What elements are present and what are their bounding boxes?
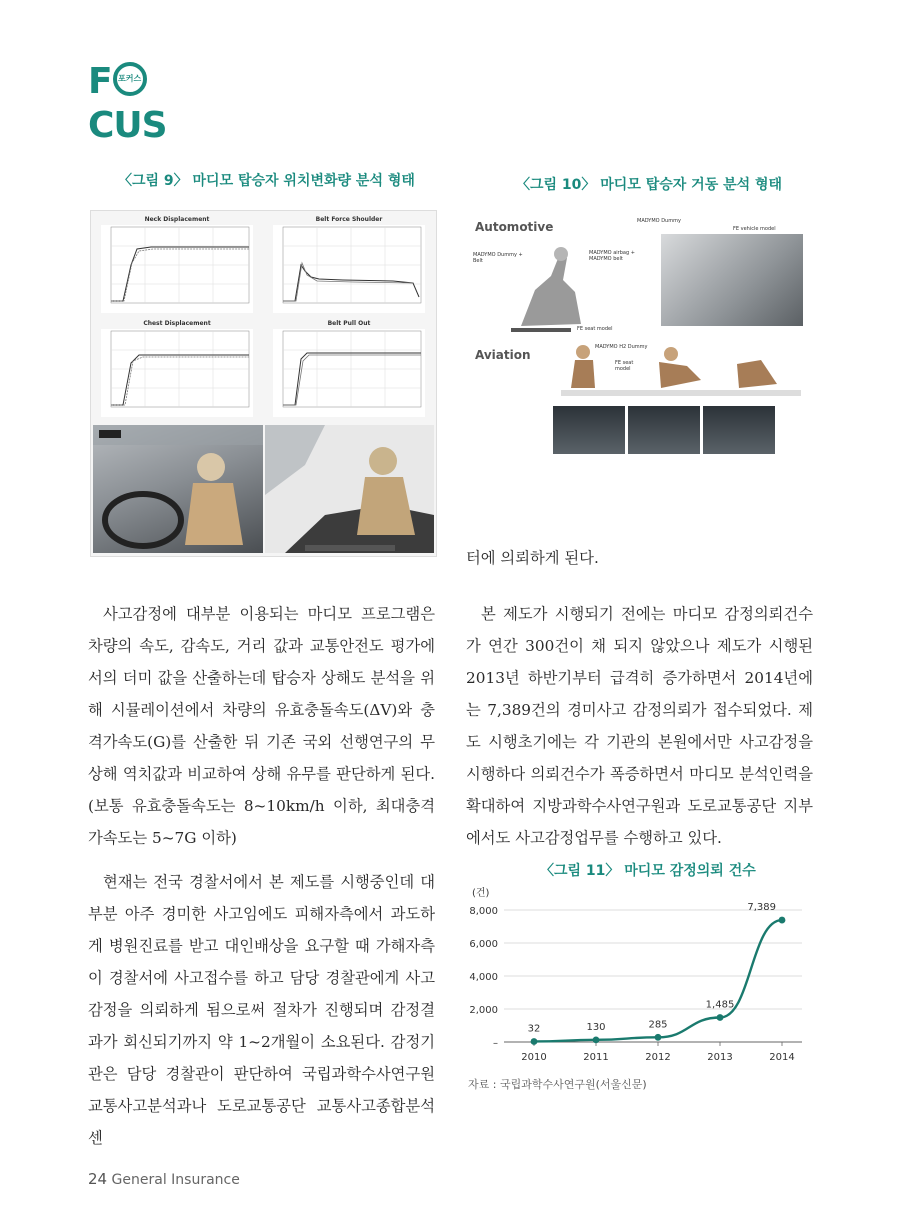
logo-ring-label: 포커스 [118, 74, 142, 83]
data-label: 7,389 [747, 902, 776, 914]
belt-force-shoulder-panel [273, 216, 425, 313]
page-footer [88, 1170, 240, 1188]
label-fe-seat: FE seat model [577, 326, 613, 332]
logo-ring [113, 62, 147, 96]
test-photo-1 [553, 406, 625, 454]
x-tick-label: 2012 [645, 1052, 671, 1063]
magazine-name: General Insurance [111, 1172, 240, 1188]
seat-dummy-render [501, 246, 591, 332]
y-tick-label: 6,000 [469, 939, 498, 950]
label-madymo-dummy: MADYMO Dummy [637, 218, 681, 224]
crash-photo-simulation [265, 425, 434, 553]
fig9-caption: 〈그림 9〉 마디모 탑승자 위치변화량 분석 형태 [118, 173, 415, 189]
y-tick-label: 4,000 [469, 972, 498, 983]
fig9-image [90, 210, 437, 557]
data-point [779, 917, 786, 924]
neck-displacement-panel [101, 216, 253, 313]
data-label: 130 [586, 1021, 606, 1033]
aviation-dummies-render [561, 340, 801, 400]
fig11-source: 자료 : 국립과학수사연구원(서울신문) [468, 1078, 647, 1091]
data-label: 1,485 [705, 999, 735, 1011]
y-unit-label: (건) [472, 888, 490, 899]
label-madymo-airbag: MADYMO airbag + MADYMO belt [589, 250, 635, 262]
label-fe-vehicle: FE vehicle model [733, 226, 776, 232]
label-madymo-h2: MADYMO H2 Dummy [595, 344, 648, 350]
panel-title: Belt Force Shoulder [315, 216, 383, 223]
belt-pull-out-panel [273, 320, 425, 417]
right-continuation: 터에 의뢰하게 된다. [466, 549, 599, 567]
belt-pull-out-graph [273, 329, 425, 417]
y-tick-label: 2,000 [469, 1005, 498, 1016]
fig11-line-chart [462, 882, 812, 1072]
label-madymo-dummy-belt: MADYMO Dummy + Belt [473, 252, 523, 264]
fe-vehicle-render [661, 234, 803, 326]
data-point [531, 1038, 538, 1045]
x-tick-label: 2013 [707, 1052, 733, 1063]
data-point [717, 1014, 724, 1021]
neck-displacement-graph [101, 225, 253, 313]
panel-title: Belt Pull Out [327, 320, 371, 327]
x-tick-label: 2014 [769, 1052, 795, 1063]
chest-displacement-panel [101, 320, 253, 417]
panel-title: Neck Displacement [144, 216, 210, 223]
test-photo-2 [628, 406, 700, 454]
y-tick-label: 8,000 [469, 906, 498, 917]
x-tick-label: 2010 [521, 1052, 547, 1063]
y-tick-label: – [493, 1038, 498, 1049]
crash-photo-interior [93, 425, 263, 553]
aviation-label: Aviation [475, 348, 531, 362]
data-label: 32 [527, 1023, 541, 1035]
left-paragraph-2-text: 현재는 전국 경찰서에서 본 제도를 시행중인데 대부분 아주 경미한 사고임에도 피해자측에서 과도하게 병원진료를 받고 대인배상을 요구할 때 가해자측이 경찰서에 사고접수를 하고 담당 경찰관에게 사고감정을 의뢰하게 됨으로써 절차가 진행되며 감정결과가 회신되기까지 약 1~2개월이 소요된다. 감정기관은 담당 경찰관이 판단하여 국립과학수사연구원 교통사고분석과나 도로교통공단 교통사고종합분석센 [88, 873, 435, 1147]
x-tick-label: 2011 [583, 1052, 609, 1063]
chest-displacement-graph [101, 329, 253, 417]
data-point [655, 1034, 662, 1041]
fig10-caption: 〈그림 10〉 마디모 탑승자 거동 분석 형태 [516, 177, 783, 193]
logo-text-right: CUS [88, 105, 167, 146]
left-paragraph-1 [88, 598, 435, 854]
label-fe-seat-2: FE seat model [615, 360, 634, 372]
right-paragraph-1 [466, 598, 813, 854]
fig10-image [465, 210, 810, 460]
logo-text-left: F [88, 61, 112, 102]
page-number: 24 [88, 1170, 108, 1188]
focus-logo [88, 60, 208, 146]
data-label: 285 [648, 1019, 668, 1031]
panel-title: Chest Displacement [143, 320, 211, 327]
left-paragraph-2 [88, 866, 435, 1154]
automotive-label: Automotive [475, 220, 554, 234]
data-point [593, 1036, 600, 1043]
test-photo-3 [703, 406, 775, 454]
fig11-caption: 〈그림 11〉 마디모 감정의뢰 건수 [540, 863, 756, 879]
left-paragraph-1-text: 사고감정에 대부분 이용되는 마디모 프로그램은 차량의 속도, 감속도, 거리 값과 교통안전도 평가에서의 더미 값을 산출하는데 탑승자 상해도 분석을 위해 시뮬레이션에서 차량의 유효충돌속도(ΔV)와 충격가속도(G)를 산출한 뒤 기존 국외 선행연구의 무상해 역치값과 비교하여 상해 유무를 판단하게 된다.(보통 유효충돌속도는 8~10km/h 이하, 최대충격가속도는 5~7G 이하) [88, 605, 435, 847]
belt-force-shoulder-graph [273, 225, 425, 313]
right-paragraph-1-text: 본 제도가 시행되기 전에는 마디모 감정의뢰건수가 연간 300건이 채 되지 않았으나 제도가 시행된 2013년 하반기부터 급격히 증가하면서 2014년에는 7,389건의 경미사고 감정의뢰가 접수되었다. 제도 시행초기에는 각 기관의 본원에서만 사고감정을 시행하다 의뢰건수가 폭증하면서 마디모 분석인력을 확대하여 지방과학수사연구원과 도로교통공단 지부에서도 사고감정업무를 수행하고 있다. [466, 605, 813, 847]
